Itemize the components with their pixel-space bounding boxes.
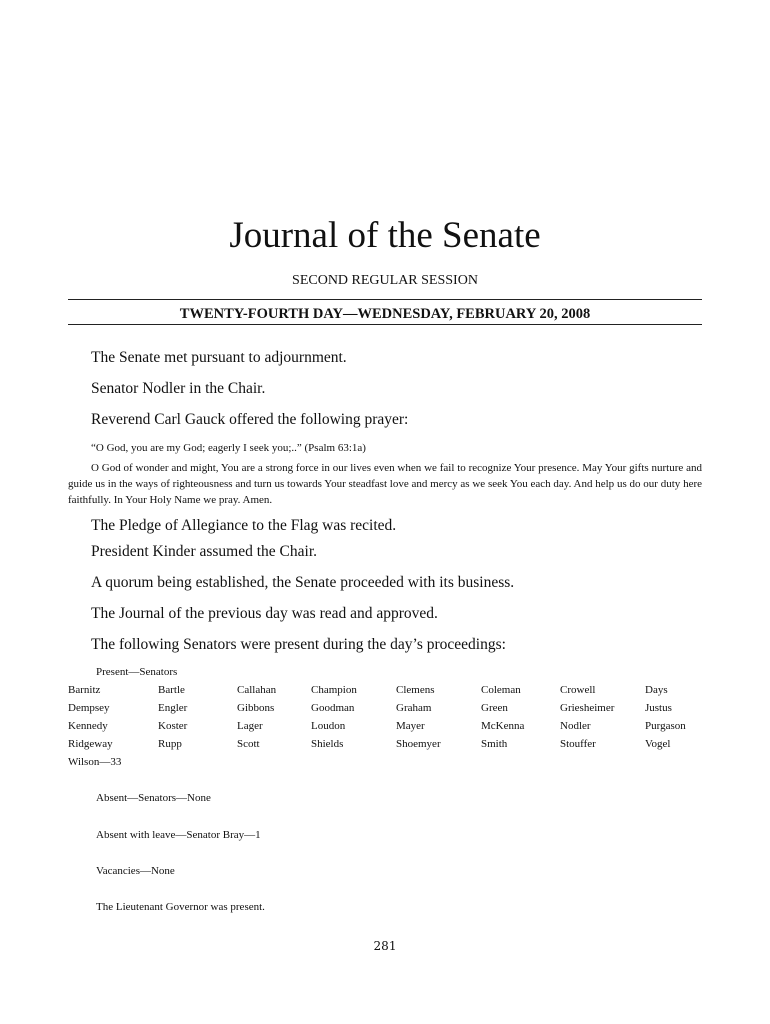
- senator-name: Ridgeway: [68, 738, 113, 750]
- lieutenant-governor-present: The Lieutenant Governor was present.: [96, 901, 265, 913]
- senator-name: Griesheimer: [560, 702, 615, 714]
- paragraph-president-chair: President Kinder assumed the Chair.: [91, 543, 317, 560]
- senator-name: Goodman: [311, 702, 355, 714]
- senator-name: Green: [481, 702, 508, 714]
- paragraph-pledge: The Pledge of Allegiance to the Flag was recited.: [91, 517, 397, 534]
- prayer-text: O God of wonder and might, You are a strong force in our lives even when we fail to recognize Your presence. May Your gifts nurture and guide us in the ways of righteousness and turn us towards Your steadfast love and mercy as we seek You each day. And help us do our duty here faithfully. In Your Holy Name we pray. Amen.: [68, 462, 702, 506]
- senator-name: McKenna: [481, 720, 525, 732]
- senator-name: Engler: [158, 702, 188, 714]
- senator-name: Bartle: [158, 684, 185, 696]
- senator-name: Champion: [311, 684, 357, 696]
- absent-with-leave: Absent with leave—Senator Bray—1: [96, 829, 261, 841]
- page-number: 281: [373, 939, 397, 953]
- senator-name: Loudon: [311, 720, 346, 732]
- paragraph-senators-present: The following Senators were present during the day’s proceedings:: [91, 636, 506, 653]
- paragraph-prayer-intro: Reverend Carl Gauck offered the following prayer:: [91, 411, 409, 428]
- senator-name: Days: [645, 684, 668, 696]
- senator-name: Barnitz: [68, 684, 101, 696]
- paragraph-quorum: A quorum being established, the Senate proceeded with its business.: [91, 574, 515, 591]
- senator-name: Dempsey: [68, 702, 110, 714]
- senator-total: Wilson—33: [68, 756, 122, 768]
- senator-name: Koster: [158, 720, 188, 732]
- vacancies: Vacancies—None: [96, 865, 175, 877]
- senator-name: Clemens: [396, 684, 435, 696]
- senator-name: Vogel: [645, 738, 671, 750]
- paragraph-journal-approved: The Journal of the previous day was read and approved.: [91, 605, 438, 622]
- senator-name: Nodler: [560, 720, 591, 732]
- senator-name: Mayer: [396, 720, 425, 732]
- paragraph-adjournment: The Senate met pursuant to adjournment.: [91, 349, 347, 366]
- senator-name: Smith: [481, 738, 508, 750]
- senator-name: Kennedy: [68, 720, 108, 732]
- senator-name: Purgason: [645, 720, 686, 732]
- top-rule: [68, 299, 702, 300]
- senator-name: Callahan: [237, 684, 277, 696]
- bottom-rule: [68, 324, 702, 325]
- senator-name: Justus: [645, 702, 672, 714]
- senator-name: Stouffer: [560, 738, 596, 750]
- senator-name: Crowell: [560, 684, 596, 696]
- senator-name: Shoemyer: [396, 738, 441, 750]
- senator-name: Gibbons: [237, 702, 275, 714]
- senator-name: Scott: [237, 738, 260, 750]
- day-heading: TWENTY-FOURTH DAY—WEDNESDAY, FEBRUARY 20, 2008: [179, 306, 591, 322]
- psalm-verse: “O God, you are my God; eagerly I seek you;..” (Psalm 63:1a): [91, 442, 366, 454]
- paragraph-chair: Senator Nodler in the Chair.: [91, 380, 266, 397]
- senator-name: Lager: [237, 720, 263, 732]
- senator-name: Rupp: [158, 738, 182, 750]
- session-label: SECOND REGULAR SESSION: [292, 273, 478, 288]
- present-heading: Present—Senators: [96, 666, 178, 678]
- journal-title: Journal of the Senate: [229, 215, 541, 256]
- absent-senators: Absent—Senators—None: [96, 792, 211, 804]
- senator-name: Coleman: [481, 684, 521, 696]
- senator-name: Graham: [396, 702, 432, 714]
- senator-name: Shields: [311, 738, 344, 750]
